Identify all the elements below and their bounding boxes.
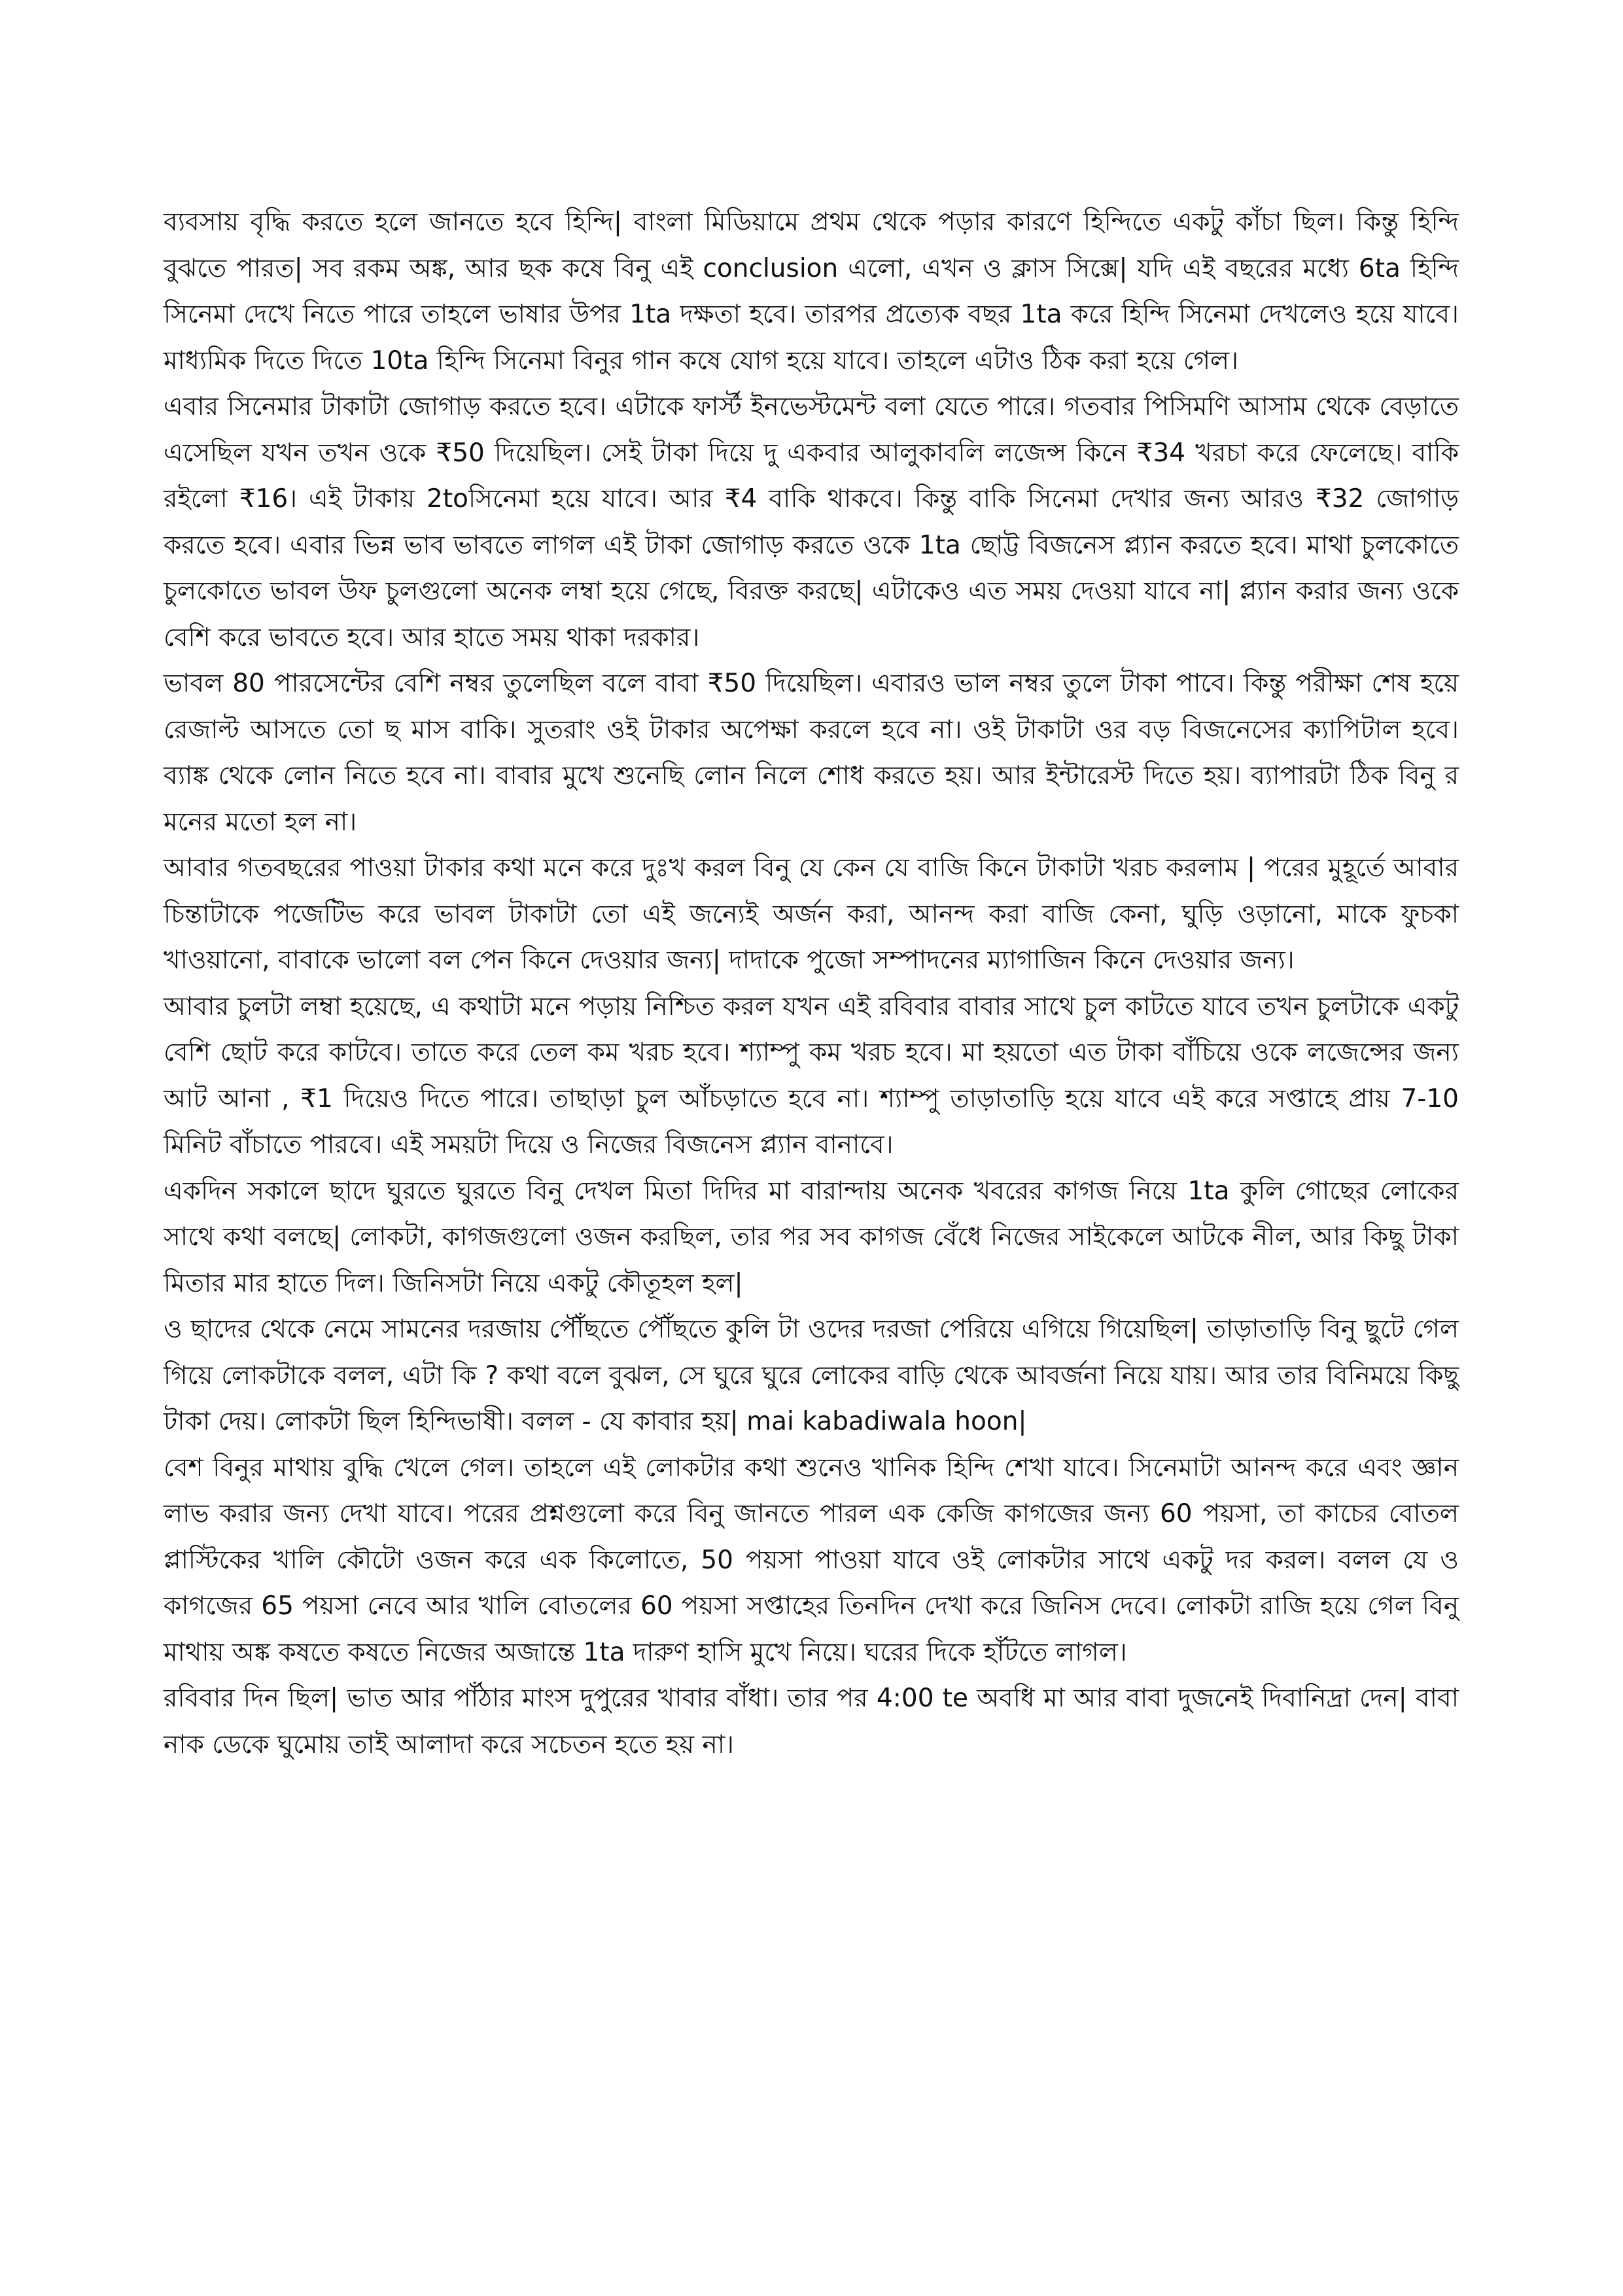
paragraph-4: আবার গতবছরের পাওয়া টাকার কথা মনে করে দুঃখ করল বিনু যে কেন যে বাজি কিনে টাকাটা খরচ করলাম | পরের মুহূর্তে আবার চিন্তাটাকে পজেটিভ করে ভাবল টাকাটা তো এই জন্যেই অর্জন করা, আনন্দ করা বাজি কেনা, ঘুড়ি ওড়ানো, মাকে ফুচকা খাওয়ানো, বাবাকে ভালো বল পেন কিনে দেওয়ার জন্য| দাদাকে পুজো সম্পাদনের ম্যাগাজিন কিনে দেওয়ার জন্য।	[164, 853, 1459, 975]
story-text	[164, 200, 1459, 1768]
paragraph-6: একদিন সকালে ছাদে ঘুরতে ঘুরতে বিনু দেখল মিতা দিদির মা বারান্দায় অনেক খবরের কাগজ নিয়ে 1ta কুলি গোছের লোকের সাথে কথা বলছে| লোকটা, কাগজগুলো ওজন করছিল, তার পর সব কাগজ বেঁধে নিজের সাইকেলে আটকে নীল, আর কিছু টাকা মিতার মার হাতে দিল। জিনিসটা নিয়ে একটু কৌতূহল হল|	[164, 1176, 1459, 1298]
paragraph-8: বেশ বিনুর মাথায় বুদ্ধি খেলে গেল। তাহলে এই লোকটার কথা শুনেও খানিক হিন্দি শেখা যাবে। সিনেমাটা আনন্দ করে এবং জ্ঞান লাভ করার জন্য দেখা যাবে। পরের প্রশ্নগুলো করে বিনু জানতে পারল এক কেজি কাগজের জন্য 60 পয়সা, তা কাচের বোতল প্লাস্টিকের খালি কৌটো ওজন করে এক কিলোতে, 50 পয়সা পাওয়া যাবে ওই লোকটার সাথে একটু দর করল। বলল যে ও কাগজের 65 পয়সা নেবে আর খালি বোতলের 60 পয়সা সপ্তাহের তিনদিন দেখা করে জিনিস দেবে। লোকটা রাজি হয়ে গেল বিনু মাথায় অঙ্ক কষতে কষতে নিজের অজান্তে 1ta দারুণ হাসি মুখে নিয়ে। ঘরের দিকে হাঁটতে লাগল।	[164, 1453, 1459, 1667]
paragraph-9: রবিবার দিন ছিল| ভাত আর পাঁঠার মাংস দুপুরের খাবার বাঁধা। তার পর 4:00 te অবধি মা আর বাবা দুজনেই দিবানিদ্রা দেন| বাবা নাক ডেকে ঘুমোয় তাই আলাদা করে সচেতন হতে হয় না।	[164, 1684, 1459, 1759]
paragraph-2: এবার সিনেমার টাকাটা জোগাড় করতে হবে। এটাকে ফার্স্ট ইনভেস্টমেন্ট বলা যেতে পারে। গতবার পিসিমণি আসাম থেকে বেড়াতে এসেছিল যখন তখন ওকে ₹50 দিয়েছিল। সেই টাকা দিয়ে দু একবার আলুকাবলি লজেন্স কিনে ₹34 খরচা করে ফেলেছে। বাকি রইলো ₹16। এই টাকায় 2toসিনেমা হয়ে যাবে। আর ₹4 বাকি থাকবে। কিন্তু বাকি সিনেমা দেখার জন্য আরও ₹32 জোগাড় করতে হবে। এবার ভিন্ন ভাব ভাবতে লাগল এই টাকা জোগাড় করতে ওকে 1ta ছোট্ট বিজনেস প্ল্যান করতে হবে। মাথা চুলকোতে চুলকোতে ভাবল উফ চুলগুলো অনেক লম্বা হয়ে গেছে, বিরক্ত করছে| এটাকেও এত সময় দেওয়া যাবে না| প্ল্যান করার জন্য ওকে বেশি করে ভাবতে হবে। আর হাতে সময় থাকা দরকার।	[164, 392, 1459, 652]
paragraph-3: ভাবল 80 পারসেন্টের বেশি নম্বর তুলেছিল বলে বাবা ₹50 দিয়েছিল। এবারও ভাল নম্বর তুলে টাকা পাবে। কিন্তু পরীক্ষা শেষ হয়ে রেজাল্ট আসতে তো ছ মাস বাকি। সুতরাং ওই টাকার অপেক্ষা করলে হবে না। ওই টাকাটা ওর বড় বিজনেসের ক্যাপিটাল হবে। ব্যাঙ্ক থেকে লোন নিতে হবে না। বাবার মুখে শুনেছি লোন নিলে শোধ করতে হয়। আর ইন্টারেস্ট দিতে হয়। ব্যাপারটা ঠিক বিনু র মনের মতো হল না।	[164, 669, 1459, 837]
paragraph-5: আবার চুলটা লম্বা হয়েছে, এ কথাটা মনে পড়ায় নিশ্চিত করল যখন এই রবিবার বাবার সাথে চুল কাটতে যাবে তখন চুলটাকে একটু বেশি ছোট করে কাটবে। তাতে করে তেল কম খরচ হবে। শ্যাম্পু কম খরচ হবে। মা হয়তো এত টাকা বাঁচিয়ে ওকে লজেন্সের জন্য আট আনা , ₹1 দিয়েও দিতে পারে। তাছাড়া চুল আঁচড়াতে হবে না। শ্যাম্পু তাড়াতাড়ি হয়ে যাবে এই করে সপ্তাহে প্রায় 7-10 মিনিট বাঁচাতে পারবে। এই সময়টা দিয়ে ও নিজের বিজনেস প্ল্যান বানাবে।	[164, 991, 1459, 1159]
paragraph-1: ব্যবসায় বৃদ্ধি করতে হলে জানতে হবে হিন্দি| বাংলা মিডিয়ামে প্রথম থেকে পড়ার কারণে হিন্দিতে একটু কাঁচা ছিল। কিন্তু হিন্দি বুঝতে পারত| সব রকম অঙ্ক, আর ছক কষে বিনু এই conclusion এলো, এখন ও ক্লাস সিক্সে| যদি এই বছরের মধ্যে 6ta হিন্দি সিনেমা দেখে নিতে পারে তাহলে ভাষার উপর 1ta দক্ষতা হবে। তারপর প্রত্যেক বছর 1ta করে হিন্দি সিনেমা দেখলেও হয়ে যাবে। মাধ্যমিক দিতে দিতে 10ta হিন্দি সিনেমা বিনুর গান কষে যোগ হয়ে যাবে। তাহলে এটাও ঠিক করা হয়ে গেল।	[164, 207, 1459, 376]
paragraph-7: ও ছাদের থেকে নেমে সামনের দরজায় পৌঁছতে পৌঁছতে কুলি টা ওদের দরজা পেরিয়ে এগিয়ে গিয়েছিল| তাড়াতাড়ি বিনু ছুটে গেল গিয়ে লোকটাকে বলল, এটা কি ? কথা বলে বুঝল, সে ঘুরে ঘুরে লোকের বাড়ি থেকে আবর্জনা নিয়ে যায়। আর তার বিনিময়ে কিছু টাকা দেয়। লোকটা ছিল হিন্দিভাষী। বলল - যে কাবার হয়| mai kabadiwala hoon|	[164, 1315, 1459, 1436]
